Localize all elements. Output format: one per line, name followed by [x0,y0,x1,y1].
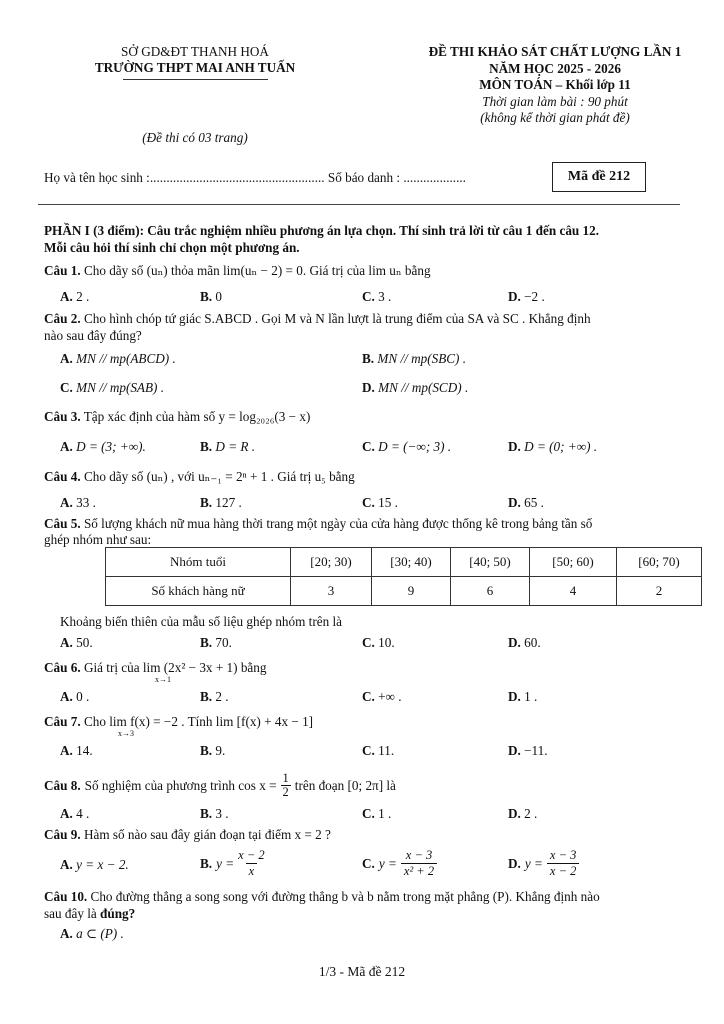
question-4: Câu 4. Cho dãy số (uₙ) , với uₙ₋₁ = 2ⁿ + 1 . Giá trị u₅ bằng [44,469,355,484]
table-cell: [50; 60) [530,548,617,577]
q8-option-c[interactable]: C. 1 . [362,806,392,821]
table-cell: 3 [291,577,372,606]
duration-note: (không kể thời gian phát đề) [480,110,630,125]
question-10-cont: sau đây là đúng? [44,906,136,921]
exam-code-box: Mã đề 212 [552,162,646,192]
q3-option-a[interactable]: A. D = (3; +∞). [60,439,146,454]
question-2: Câu 2. Cho hình chóp tứ giác S.ABCD . Gọi M và N lần lượt là trung điểm của SA và SC . Khẳng định [44,311,591,326]
school-name: TRƯỜNG THPT MAI ANH TUẤN [94,60,296,75]
q7-option-b[interactable]: B. 9. [200,743,226,758]
q4-option-c[interactable]: C. 15 . [362,495,398,510]
question-3: Câu 3. Tập xác định của hàm số y = log₂₀₂₆(3 − x) [44,409,311,424]
q2-option-a[interactable]: A. MN // mp(ABCD) . [60,351,176,366]
q7-option-d[interactable]: D. −11. [508,743,548,758]
header-divider [38,204,680,205]
question-5-prompt: Khoảng biến thiên của mẫu số liệu ghép nhóm trên là [60,614,342,629]
q7-limit-sub: x→3 [118,729,134,738]
q1-option-c[interactable]: C. 3 . [362,289,392,304]
q2-option-d[interactable]: D. MN // mp(SCD) . [362,380,469,395]
question-7: Câu 7. Cho lim f(x) = −2 . Tính lim [f(x) + 4x − 1] [44,714,314,729]
table-cell: [20; 30) [291,548,372,577]
q9-option-c[interactable]: C. y = $\frac{x - 3}{\text{x² + 2}}$ [362,848,437,879]
duration: Thời gian làm bài : 90 phút [482,93,628,109]
q8-option-a[interactable]: A. 4 . [60,806,90,821]
table-cell: Số khách hàng nữ [106,577,291,606]
q3-option-b[interactable]: B. D = R . [200,439,256,454]
page-footer: 1/3 - Mã đề 212 [318,964,406,979]
q6-limit-sub: x→1 [155,675,171,684]
school-underline [123,79,268,80]
part1-title-2: Mỗi câu hỏi thí sinh chỉ chọn một phương án. [44,240,300,255]
frequency-table [105,547,702,606]
table-cell: [40; 50) [451,548,530,577]
question-5-cont: ghép nhóm như sau: [44,532,152,547]
q6-option-a[interactable]: A. 0 . [60,689,90,704]
q1-option-a[interactable]: A. 2 . [60,289,90,304]
q1-option-d[interactable]: D. −2 . [508,289,545,304]
q4-option-a[interactable]: A. 33 . [60,495,96,510]
q6-option-c[interactable]: C. +∞ . [362,689,402,704]
q8-fraction: $\frac{1}{2}$ [282,771,289,799]
q8-option-d[interactable]: D. 2 . [508,806,538,821]
table-row [106,577,702,606]
q8-option-b[interactable]: B. 3 . [200,806,229,821]
table-cell: 4 [530,577,617,606]
q5-option-c[interactable]: C. 10. [362,635,395,650]
table-cell: Nhóm tuổi [106,548,291,577]
question-10: Câu 10. Cho đường thẳng a song song với đường thẳng b và b nằm trong mặt phẳng (P). Khẳng định nào [44,889,600,904]
q6-option-d[interactable]: D. 1 . [508,689,538,704]
question-8: Câu 8. Số nghiệm của phương trình cos x = $\frac{1}{2}$ trên đoạn [0; 2π] là [44,771,396,799]
q7-option-c[interactable]: C. 11. [362,743,395,758]
table-cell: [60; 70) [617,548,702,577]
question-9: Câu 9. Hàm số nào sau đây gián đoạn tại điểm x = 2 ? [44,827,331,842]
question-2-cont: nào sau đây đúng? [44,328,142,343]
q5-option-b[interactable]: B. 70. [200,635,232,650]
q5-option-a[interactable]: A. 50. [60,635,93,650]
pages-note: (Đề thi có 03 trang) [142,130,248,145]
header-right [390,44,720,127]
q9-option-a[interactable]: A. y = x − 2. [60,857,129,872]
q1-option-b[interactable]: B. 0 [200,289,222,304]
student-info-line: Họ và tên học sinh :..................................................... Số báo danh : ................... [44,170,466,185]
question-5: Câu 5. Số lượng khách nữ mua hàng thời trang một ngày của cửa hàng được thống kê trong bảng tần số [44,516,593,531]
q10-option-a[interactable]: A. a ⊂ (P) . [60,926,124,941]
table-row [106,548,702,577]
q2-option-b[interactable]: B. MN // mp(SBC) . [362,351,467,366]
table-cell: 6 [451,577,530,606]
q9-option-d[interactable]: D. y = $\frac{x - 3}{x - 2}$ [508,848,579,879]
table-cell: 2 [617,577,702,606]
q3-option-d[interactable]: D. D = (0; +∞) . [508,439,598,454]
q7-option-a[interactable]: A. 14. [60,743,93,758]
header-left [60,44,330,80]
subject: MÔN TOÁN – Khối lớp 11 [479,77,631,92]
q4-option-d[interactable]: D. 65 . [508,495,544,510]
q9-option-b[interactable]: B. y = $\frac{x - 2}{x}$ [200,848,265,878]
q3-option-c[interactable]: C. D = (−∞; 3) . [362,439,452,454]
school-year: NĂM HỌC 2025 - 2026 [489,60,621,76]
q2-option-c[interactable]: C. MN // mp(SAB) . [60,380,165,395]
part1-title: PHẦN I (3 điểm): Câu trắc nghiệm nhiều phương án lựa chọn. Thí sinh trả lời từ câu 1 đến câu 12. [44,223,600,238]
table-cell: [30; 40) [372,548,451,577]
question-6: Câu 6. Giá trị của lim (2x² − 3x + 1) bằng [44,660,267,675]
table-cell: 9 [372,577,451,606]
q4-option-b[interactable]: B. 127 . [200,495,242,510]
exam-title: ĐỀ THI KHẢO SÁT CHẤT LƯỢNG LẦN 1 [428,44,682,59]
q6-option-b[interactable]: B. 2 . [200,689,229,704]
dept-name: SỞ GD&ĐT THANH HOÁ [121,44,269,59]
question-1: Câu 1. Cho dãy số (uₙ) thỏa mãn lim(uₙ − 2) = 0. Giá trị của lim uₙ bằng [44,263,431,278]
q5-option-d[interactable]: D. 60. [508,635,541,650]
